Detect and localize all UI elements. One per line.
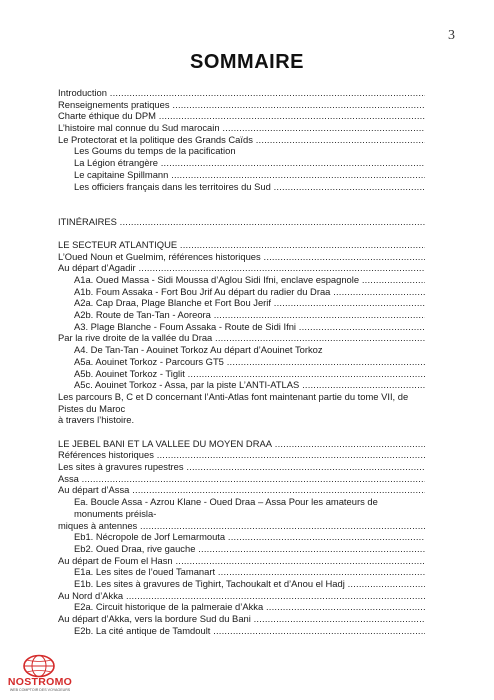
toc-entry-label: E1a. Les sites de l’oued Tamanart (74, 566, 216, 578)
toc-entry (58, 368, 425, 380)
toc-entry-label: La Légion étrangère (74, 157, 158, 169)
toc-entry-label: ITINÉRAIRES (58, 215, 117, 227)
page-title: SOMMAIRE (190, 51, 304, 73)
toc-entry-label: Le Protectorat et la politique des Grands Caïds (58, 133, 253, 145)
toc-entry-continuation: miques à antennes ..... (58, 520, 425, 532)
nostromo-logo (4, 654, 76, 694)
toc-entry (58, 344, 425, 356)
logo-tagline: WEB COMPTOIR DES VOYAGEURS (9, 688, 71, 692)
toc-spacer (58, 204, 425, 216)
table-of-contents (58, 87, 425, 636)
toc-entry-label: Ea. Boucle Assa - Azrou Klane - Oued Draa – Assa Pour les amateurs de monuments préisla- (74, 496, 378, 519)
toc-entry (58, 110, 425, 122)
toc-entry-label: A5c. Aouinet Torkoz - Assa, par la piste L’ANTI-ATLAS (74, 379, 300, 391)
toc-entry (58, 613, 425, 625)
toc-entry-label: Les Goums du temps de la pacification (74, 145, 236, 157)
toc-entry (58, 543, 425, 555)
toc-entry (58, 578, 425, 590)
toc-entry (58, 87, 425, 99)
toc-entry (58, 332, 425, 344)
toc-entry-label: Eb1. Nécropole de Jorf Lemarmouta (74, 531, 226, 543)
toc-entry-label: LE JEBEL BANI ET LA VALLEE DU MOYEN DRAA (58, 437, 272, 449)
toc-entry-label: Au départ de Foum el Hasn (58, 554, 173, 566)
toc-entry (58, 391, 425, 426)
toc-entry (58, 379, 425, 391)
toc-entry (58, 181, 425, 193)
toc-entry-label: Assa (58, 472, 79, 484)
toc-entry (58, 145, 425, 157)
toc-entry (58, 122, 425, 134)
toc-entry (58, 134, 425, 146)
toc-entry-label: A1b. Foum Assaka - Fort Bou Jrif Au départ du radier du Draa (74, 285, 331, 297)
toc-entry-label: Au départ d’Agadir (58, 262, 136, 274)
toc-entry-label: A5a. Aouinet Torkoz - Parcours GT5 (74, 355, 224, 367)
toc-entry-label: L’histoire mal connue du Sud marocain (58, 122, 220, 134)
toc-entry-label: A2a. Cap Draa, Plage Blanche et Fort Bou Jerif (74, 297, 271, 309)
toc-entry-label: E2a. Circuit historique de la palmeraie d’Akka (74, 601, 264, 613)
toc-entry-label: Par la rive droite de la vallée du Draa (58, 332, 213, 344)
toc-entry-label: Le capitaine Spillmann (74, 168, 169, 180)
toc-entry-label: LE SECTEUR ATLANTIQUE (58, 238, 178, 250)
toc-entry-label: A4. De Tan-Tan - Aouinet Torkoz Au départ d’Aouinet Torkoz (74, 344, 323, 356)
toc-entry-label: Les parcours B, C et D concernant l’Anti-Atlas font maintenant partie du tome VII, de Pistes du Maroc (58, 390, 409, 414)
toc-entry (58, 157, 425, 169)
toc-entry (58, 274, 425, 286)
toc-entry-label: Références historiques (58, 449, 154, 461)
toc-entry (58, 99, 425, 111)
toc-entry (58, 566, 425, 578)
toc-entry-label: Introduction (58, 87, 107, 98)
toc-entry (58, 449, 425, 461)
toc-entry (58, 555, 425, 567)
toc-entry (58, 321, 425, 333)
toc-entry-label: A2b. Route de Tan-Tan - Aoreora (74, 309, 211, 321)
toc-entry (58, 484, 425, 496)
toc-entry (58, 438, 425, 450)
globe-icon (22, 654, 56, 678)
toc-entry-label: Au départ d’Akka, vers la bordure Sud du Bani (58, 613, 251, 625)
toc-entry-label: Charte éthique du DPM (58, 110, 156, 122)
toc-entry (58, 601, 425, 613)
toc-entry-continuation: à travers l’histoire. (58, 414, 135, 426)
toc-entry-label: L’Oued Noun et Guelmim, références historiques (58, 250, 261, 262)
toc-entry (58, 590, 425, 602)
toc-entry-label: Les sites à gravures rupestres (58, 461, 184, 473)
toc-entry-label: A1a. Oued Massa - Sidi Moussa d’Aglou Sidi Ifni, enclave espagnole (74, 274, 360, 285)
toc-entry-label: Au départ d’Assa (58, 484, 130, 496)
toc-entry-label: E1b. Les sites à gravures de Tighirt, Tachoukalt et d’Anou el Hadj (74, 577, 345, 589)
toc-entry-label: Renseignements pratiques (58, 98, 170, 110)
logo-name: NOSTROMO (7, 676, 73, 688)
toc-entry (58, 297, 425, 309)
toc-spacer (58, 192, 425, 204)
toc-entry-label: Eb2. Oued Draa, rive gauche (74, 542, 196, 554)
page-number: 3 (448, 28, 455, 43)
toc-entry (58, 625, 425, 637)
toc-entry-label: A5b. Aouinet Torkoz - Tiglit (74, 367, 185, 379)
toc-entry (58, 309, 425, 321)
toc-entry (58, 169, 425, 181)
toc-entry (58, 496, 425, 531)
toc-entry (58, 356, 425, 368)
toc-entry (58, 286, 425, 298)
toc-entry (58, 239, 425, 251)
toc-entry (58, 262, 425, 274)
toc-entry (58, 216, 425, 228)
toc-spacer (58, 426, 425, 438)
toc-spacer (58, 227, 425, 239)
toc-entry-label: E2b. La cité antique de Tamdoult (74, 624, 211, 636)
toc-entry-label: Les officiers français dans les territoires du Sud (74, 180, 271, 192)
toc-entry (58, 251, 425, 263)
toc-entry (58, 531, 425, 543)
toc-entry (58, 461, 425, 473)
toc-entry-label: A3. Plage Blanche - Foum Assaka - Route de Sidi Ifni (74, 320, 296, 332)
toc-entry (58, 473, 425, 485)
toc-entry-label: Au Nord d’Akka (58, 589, 124, 601)
